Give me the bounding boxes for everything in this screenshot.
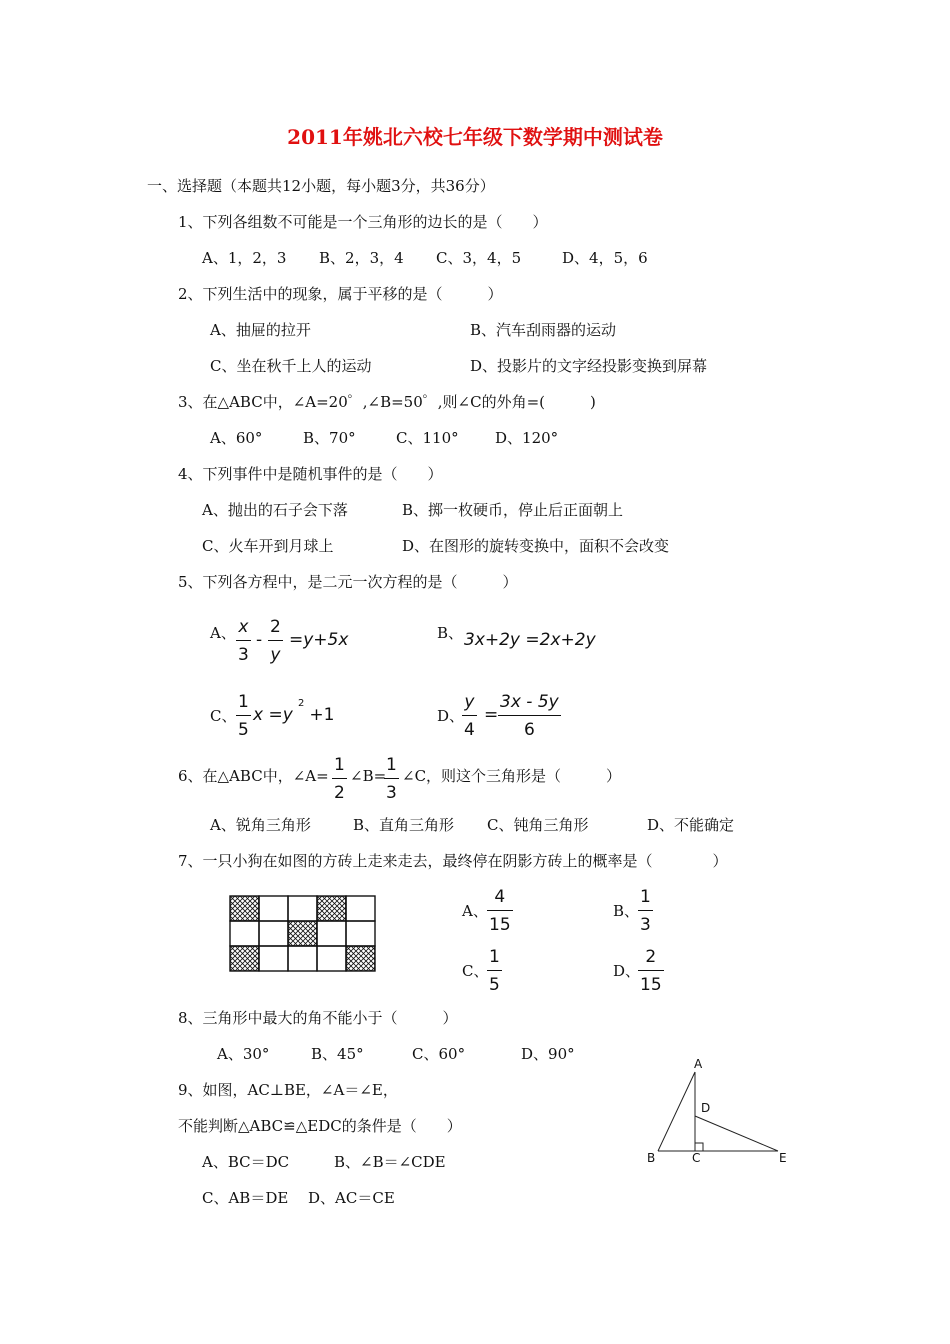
q7-option-d-label: D、 (613, 962, 641, 980)
fraction-bar (638, 970, 664, 971)
q3-stem: 3、在△ABC中，∠A=20゜,∠B=50゜,则∠C的外角=( ) (178, 393, 596, 411)
point-label-c: C (692, 1151, 701, 1165)
shaded-tile-border (346, 946, 375, 971)
q6-f2-den: 3 (386, 783, 397, 803)
q6-option-d: D、不能确定 (647, 816, 735, 834)
q9-stem-line-2: 不能判断△ABC≌△EDC的条件是（ ） (178, 1117, 462, 1135)
exam-title: 2011年姚北六校七年级下数学期中测试卷 (287, 125, 663, 149)
q5-option-b-label: B、 (437, 624, 464, 642)
q5-option-a-label: A、 (210, 624, 236, 642)
shaded-tile-border (230, 946, 259, 971)
plain-tile (259, 896, 288, 921)
q8-option-c: C、60° (412, 1045, 466, 1063)
q7-a-fraction (487, 886, 513, 936)
fraction-bar (498, 715, 561, 716)
fraction-bar (487, 910, 513, 911)
q6-stem-part-3: ∠C，则这个三角形是（ ） (402, 767, 622, 785)
q7-a-num: 4 (494, 887, 506, 907)
q7-c-num: 1 (489, 947, 500, 967)
q1-option-a: A、1，2，3 (202, 249, 287, 267)
fraction-bar (462, 715, 477, 716)
q9-option-c: C、AB＝DE (202, 1189, 289, 1207)
q5-a-f2-den: y (270, 645, 281, 665)
plain-tile (317, 921, 346, 946)
q5-d-f1-num: y (464, 692, 475, 712)
q7-a-den: 15 (489, 915, 511, 935)
shaded-tile (229, 946, 305, 971)
q5-b-equation: 3x+2y =2x+2y (464, 630, 596, 650)
shaded-tile-border (317, 896, 346, 921)
q8-stem: 8、三角形中最大的角不能小于（ ） (178, 1009, 458, 1027)
point-label-d: D (701, 1101, 711, 1115)
q5-d-f2-den: 6 (523, 720, 535, 740)
shaded-tile (321, 946, 376, 971)
plain-tile (288, 896, 317, 921)
fraction-bar (384, 778, 399, 779)
segment-de (695, 1116, 778, 1151)
q5-a-f1-num: x (238, 617, 249, 637)
plain-tile (259, 946, 288, 971)
q7-b-num: 1 (640, 887, 651, 907)
q5-a-fraction-1 (236, 616, 251, 666)
point-label-e: E (779, 1151, 787, 1165)
q6-stem-part-2: ∠B= (350, 767, 387, 785)
q8-option-a: A、30° (217, 1045, 270, 1063)
q7-option-b-label: B、 (613, 902, 640, 920)
q5-stem: 5、下列各方程中，是二元一次方程的是（ ） (178, 573, 518, 591)
q1-option-c: C、3，4，5 (436, 249, 522, 267)
q5-d-fraction-2 (498, 691, 561, 741)
q5-option-d-label: D、 (437, 707, 465, 725)
plain-tile (346, 921, 375, 946)
q6-option-c: C、钝角三角形 (487, 816, 589, 834)
q6-f1-num: 1 (334, 755, 345, 775)
q7-c-fraction (487, 946, 502, 996)
q9-stem-line-1: 9、如图，AC⊥BE，∠A＝∠E， (178, 1081, 398, 1099)
triangle-figure (640, 1050, 800, 1170)
plain-tile (346, 896, 375, 921)
right-angle-mark (695, 1143, 703, 1151)
q3-option-d: D、120° (495, 429, 559, 447)
q3-option-a: A、60° (210, 429, 263, 447)
fraction-bar (638, 910, 653, 911)
q5-c-f-den: 5 (238, 720, 249, 740)
q9-option-b: B、∠B＝∠CDE (334, 1153, 446, 1171)
q1-option-d: D、4，5，6 (562, 249, 648, 267)
q5-d-f1-den: 4 (464, 720, 475, 740)
q4-option-c: C、火车开到月球上 (202, 537, 334, 555)
shaded-tile-border (230, 896, 259, 921)
q6-option-b: B、直角三角形 (353, 816, 455, 834)
q5-d-equals: = (484, 705, 499, 725)
q7-d-fraction (638, 946, 664, 996)
q6-fraction-a (332, 754, 347, 804)
q7-option-c-label: C、 (462, 962, 489, 980)
segment-ab (658, 1072, 695, 1151)
q4-option-a: A、抛出的石子会下落 (202, 501, 348, 519)
q5-c-rest-2: +1 (304, 705, 335, 725)
q4-stem: 4、下列事件中是随机事件的是（ ） (178, 465, 443, 483)
q7-d-num: 2 (645, 947, 657, 967)
q7-b-den: 3 (640, 915, 651, 935)
q5-c-rest-1: x =y (253, 705, 293, 725)
q6-option-a: A、锐角三角形 (210, 816, 311, 834)
q8-option-d: D、90° (521, 1045, 575, 1063)
q1-stem: 1、下列各组数不可能是一个三角形的边长的是（ ） (178, 213, 548, 231)
fraction-bar (268, 640, 283, 641)
fraction-bar (236, 640, 251, 641)
q6-f2-num: 1 (386, 755, 397, 775)
q5-a-minus: - (256, 630, 263, 650)
q5-d-fraction-1 (462, 691, 477, 741)
shaded-tile (229, 896, 305, 921)
shaded-tile (263, 921, 363, 946)
q9-option-a: A、BC＝DC (202, 1153, 290, 1171)
section-heading: 一、选择题（本题共12小题，每小题3分，共36分） (147, 177, 495, 195)
q5-d-f2-num: 3x - 5y (500, 692, 559, 712)
q5-a-fraction-2 (268, 616, 283, 666)
q7-stem: 7、一只小狗在如图的方砖上走来走去，最终停在阴影方砖上的概率是（ ） (178, 852, 728, 870)
q1-option-b: B、2，3，4 (319, 249, 404, 267)
q8-option-b: B、45° (311, 1045, 364, 1063)
q7-c-den: 5 (489, 975, 500, 995)
q2-option-b: B、汽车刮雨器的运动 (470, 321, 617, 339)
q6-f1-den: 2 (334, 783, 345, 803)
plain-tile (259, 921, 288, 946)
tile-grid-figure (229, 895, 376, 972)
point-label-a: A (694, 1057, 703, 1071)
q4-option-d: D、在图形的旋转变换中，面积不会改变 (402, 537, 670, 555)
q5-option-c-label: C、 (210, 707, 237, 725)
fraction-bar (236, 715, 251, 716)
q5-a-f1-den: 3 (238, 645, 249, 665)
q2-option-a: A、抽屉的拉开 (210, 321, 311, 339)
plain-tile (288, 946, 317, 971)
q5-c-fraction (236, 691, 251, 741)
q5-c-exponent: 2 (298, 698, 305, 709)
q7-b-fraction (638, 886, 653, 936)
point-label-b: B (647, 1151, 656, 1165)
q2-stem: 2、下列生活中的现象，属于平移的是（ ） (178, 285, 503, 303)
q2-option-c: C、坐在秋千上人的运动 (210, 357, 372, 375)
q4-option-b: B、掷一枚硬币，停止后正面朝上 (402, 501, 624, 519)
shaded-tile (292, 896, 376, 921)
q5-c-f-num: 1 (238, 692, 249, 712)
q7-option-a-label: A、 (462, 902, 488, 920)
q9-option-d: D、AC＝CE (308, 1189, 395, 1207)
q3-option-c: C、110° (396, 429, 459, 447)
q3-option-b: B、70° (303, 429, 356, 447)
fraction-bar (487, 970, 502, 971)
fraction-bar (332, 778, 347, 779)
q7-d-den: 15 (640, 975, 662, 995)
q6-fraction-b (384, 754, 399, 804)
q5-a-f2-num: 2 (270, 617, 281, 637)
plain-tile (317, 946, 346, 971)
q2-option-d: D、投影片的文字经投影变换到屏幕 (470, 357, 708, 375)
plain-tile (230, 921, 259, 946)
shaded-tile-border (288, 921, 317, 946)
q5-a-rest: =y+5x (289, 630, 349, 650)
q6-stem-part-1: 6、在△ABC中，∠A= (178, 767, 329, 785)
